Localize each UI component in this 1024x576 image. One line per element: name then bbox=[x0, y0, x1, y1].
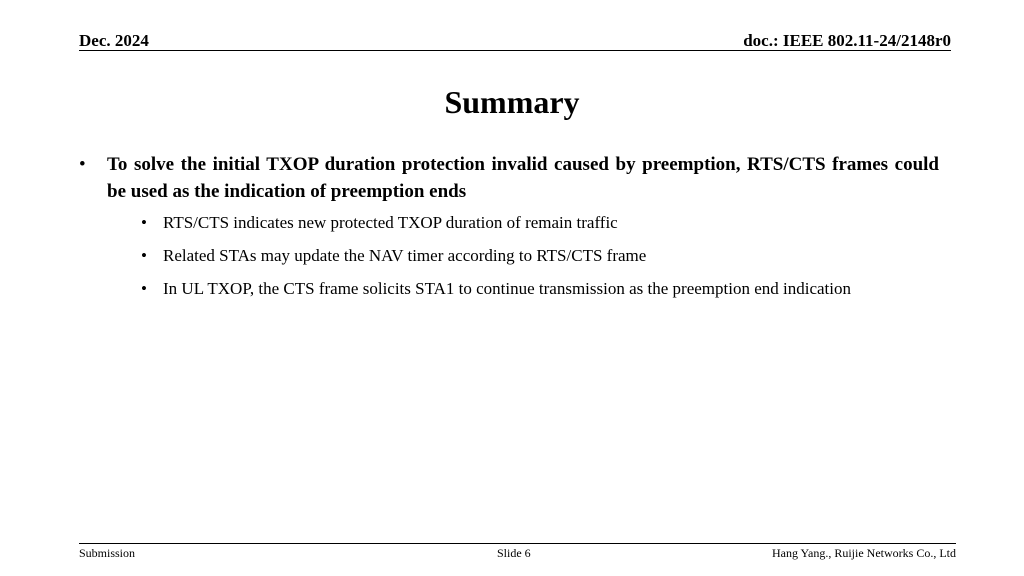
slide-content bbox=[79, 151, 939, 308]
sub-bullet bbox=[141, 242, 939, 269]
header-doc-id: doc.: IEEE 802.11-24/2148r0 bbox=[743, 31, 951, 50]
bullet-dot-icon: • bbox=[141, 246, 147, 265]
footer-submission: Submission bbox=[79, 546, 136, 560]
bullet-dot-icon: • bbox=[141, 213, 147, 232]
bullet-dot-icon: • bbox=[79, 154, 86, 175]
footer-author: Hang Yang., Ruijie Networks Co., Ltd bbox=[772, 546, 956, 560]
header-date: Dec. 2024 bbox=[79, 31, 149, 50]
sub-bullet-text: RTS/CTS indicates new protected TXOP duration of remain traffic bbox=[163, 213, 618, 232]
sub-bullet-text: In UL TXOP, the CTS frame solicits STA1 to continue transmission as the preemption end indication bbox=[163, 279, 851, 298]
sub-bullet bbox=[141, 275, 939, 302]
main-bullet-text: To solve the initial TXOP duration protection invalid caused by preemption, RTS/CTS frames could be used as the indication of preemption ends bbox=[107, 154, 939, 202]
sub-bullet-list bbox=[79, 209, 939, 302]
slide-title: Summary bbox=[444, 84, 580, 120]
main-bullet bbox=[79, 151, 939, 205]
header-divider bbox=[79, 50, 951, 51]
sub-bullet-text: Related STAs may update the NAV timer according to RTS/CTS frame bbox=[163, 246, 647, 265]
footer-slide-number: Slide 6 bbox=[497, 546, 531, 560]
footer-divider bbox=[79, 543, 956, 544]
bullet-dot-icon: • bbox=[141, 279, 147, 298]
sub-bullet bbox=[141, 209, 939, 236]
